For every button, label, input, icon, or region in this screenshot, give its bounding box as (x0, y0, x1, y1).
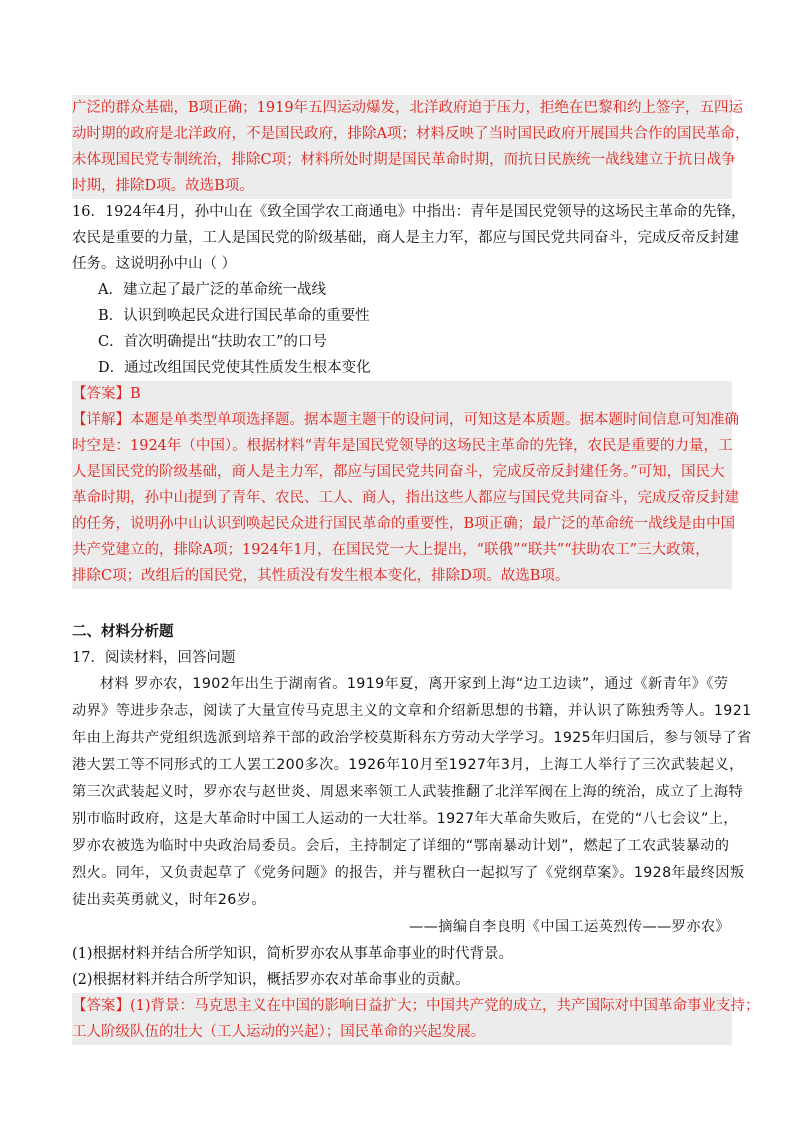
material-line: 年由上海共产党组织选派到培养干部的政治学校莫斯科东方劳动大学学习。1925年归国后，参与领导了省 (72, 730, 752, 746)
detail-line: 的任务，说明孙中山认识到唤起民众进行国民革命的重要性，B项正确；最广泛的革命统一战线是由中国 (72, 516, 736, 532)
question-17 (72, 645, 752, 993)
material-line: 别市临时政府，这是大革命时中国工人运动的一大壮举。1927年大革命失败后，在党的“八七会议”上， (72, 811, 738, 827)
answer-label: 【答案】B (72, 386, 141, 402)
document-page (72, 95, 760, 1045)
material-line: 动界》等进步杂志，阅读了大量宣传马克思主义的文章和介绍新思想的书籍，并认识了陈独秀等人。1921 (72, 703, 752, 719)
material-source: ——摘编自李良明《中国工运英烈传——罗亦农》 (409, 919, 730, 935)
question-stem: 17．阅读材料，回答问题 (72, 650, 236, 666)
answer-line: 工人阶级队伍的壮大（工人运动的兴起）；国民革命的兴起发展。 (72, 1024, 486, 1040)
material-line: 徒出卖英勇就义，时年26岁。 (72, 892, 266, 908)
option-d: D．通过改组国民党使其性质发生根本变化 (98, 360, 371, 376)
option-c: C．首次明确提出“扶助农工”的口号 (98, 334, 327, 350)
sub-question: (1)根据材料并结合所学知识，简析罗亦农从事革命事业的时代背景。 (72, 946, 514, 962)
question-stem-line: 16．1924年4月，孙中山在《致全国学农工商通电》中指出：青年是国民党领导的这场民主革命的先锋， (72, 204, 746, 220)
detail-line: 时空是：1924年（中国）。根据材料“青年是国民党领导的这场民主革命的先锋，农民是重要的力量，工 (72, 438, 733, 454)
detail-line: 人是国民党的阶级基础，商人是主力军，都应与国民党共同奋斗，完成反帝反封建任务。”可知，国民大 (72, 464, 725, 480)
explanation-line: 未体现国民党专制统治，排除C项；材料所处时期是国民革命时期，而抗日民族统一战线建立于抗日战争 (72, 152, 736, 168)
section-title: 二、材料分析题 (72, 623, 174, 640)
detail-line: 革命时期，孙中山提到了青年、农民、工人、商人，指出这些人都应与国民党共同奋斗，完成反帝反封建 (72, 490, 739, 506)
question-16 (72, 199, 746, 381)
option-a: A．建立起了最广泛的革命统一战线 (98, 282, 326, 298)
detail-line: 排除C项；改组后的国民党，其性质没有发生根本变化，排除D项。故选B项。 (72, 568, 570, 584)
material-line: 第三次武装起义时，罗亦农与赵世炎、周恩来率领工人武装推翻了北洋军阀在上海的统治，成立了上海特 (72, 784, 744, 800)
explanation-line: 动时期的政府是北洋政府，不是国民政府，排除A项；材料反映了当时国民政府开展国共合作的国民革命， (72, 126, 750, 142)
material-line: 材料 罗亦农，1902年出生于湖南省。1919年夏，离开家到上海“边工边读”，通过《新青年》《劳 (100, 676, 729, 692)
question-stem-line: 农民是重要的力量，工人是国民党的阶级基础，商人是主力军，都应与国民党共同奋斗，完成反帝反封建 (72, 230, 739, 246)
explanation-top-block (72, 95, 750, 199)
option-b: B．认识到唤起民众进行国民革命的重要性 (98, 308, 370, 324)
spacer (72, 589, 732, 619)
sub-question: (2)根据材料并结合所学知识，概括罗亦农对革命事业的贡献。 (72, 972, 470, 988)
question-stem-line: 任务。这说明孙中山（ ） (72, 256, 237, 272)
explanation-line: 时期，排除D项。故选B项。 (72, 178, 254, 194)
material-line: 港大罢工等不同形式的工人罢工200多次。1926年10月至1927年3月，上海工人举行了三次武装起义， (72, 757, 744, 773)
detail-line: 共产党建立的，排除A项；1924年1月，在国民党一大上提出，“联俄”“联共”“扶助农工”三大政策， (72, 542, 710, 558)
material-line: 烈火。同年，又负责起草了《党务问题》的报告，并与瞿秋白一起拟写了《党纲草案》。1928年最终因叛 (72, 865, 745, 881)
material-line: 罗亦农被选为临时中央政治局委员。会后，主持制定了详细的“鄂南暴动计划”，燃起了工农武装暴动的 (72, 838, 730, 854)
detail-line: 【详解】本题是单类型单项选择题。据本题主题干的设问词，可知这是本质题。据本题时间信息可知准确 (72, 412, 739, 428)
explanation-line: 广泛的群众基础，B项正确；1919年五四运动爆发，北洋政府迫于压力，拒绝在巴黎和约上签字，五四运 (72, 100, 744, 116)
answer-17-block (72, 993, 760, 1045)
answer-line: 【答案】(1)背景：马克思主义在中国的影响日益扩大；中国共产党的成立，共产国际对中国革命事业支持； (72, 998, 760, 1014)
answer-16-block (72, 381, 739, 589)
